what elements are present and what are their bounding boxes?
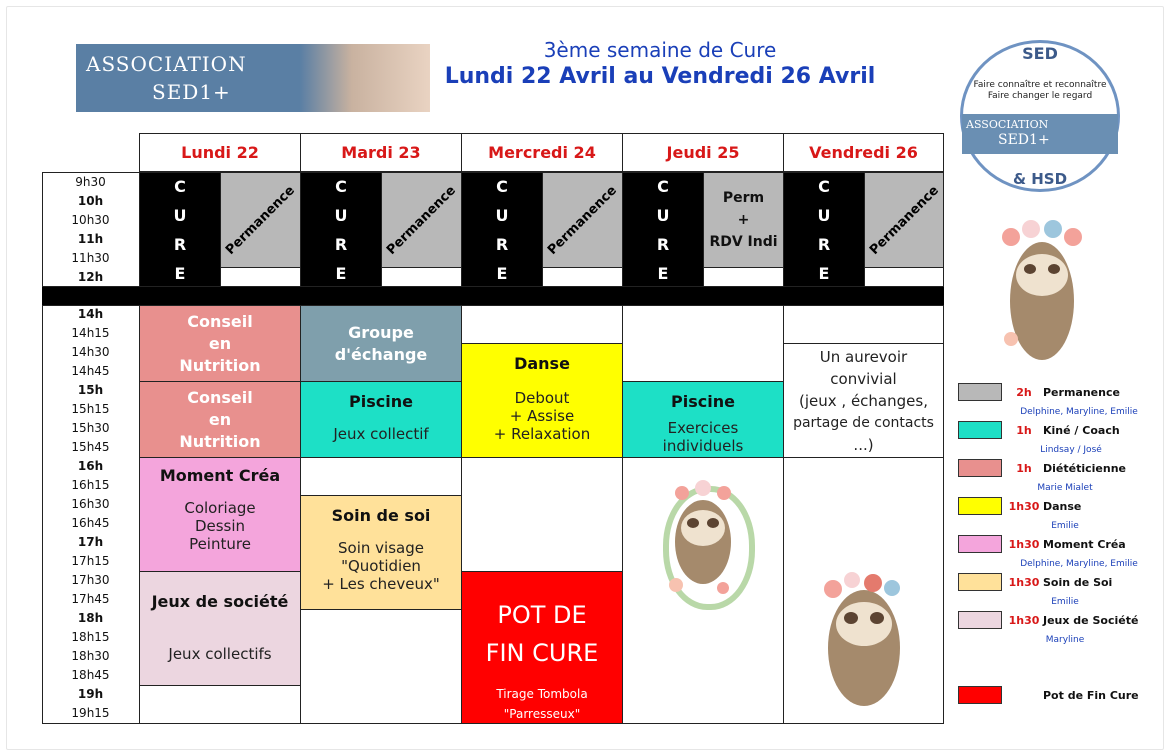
day-header-mercredi: Mercredi 24 (461, 133, 623, 172)
empty-cell (461, 457, 623, 572)
piscine-line: individuels (662, 437, 744, 455)
time-slot: 18h15 (71, 630, 110, 644)
legend-people: Delphine, Maryline, Emilie (1020, 407, 1138, 417)
legend-name: Soin de Soi (1043, 576, 1113, 589)
permanence-label: Permanence (545, 182, 620, 258)
legend-name: Moment Créa (1043, 538, 1126, 551)
jeux-societe-title: Jeux de société (151, 592, 289, 611)
cure-letter: U (656, 205, 670, 225)
perm-rdv-line: RDV Indi (709, 234, 778, 250)
time-slot: 15h45 (71, 440, 110, 454)
empty-cell (864, 267, 944, 287)
moment-crea-block (139, 457, 301, 572)
aurevoir-line: convivial (830, 369, 897, 388)
aurevoir-line: (jeux , échanges, (799, 391, 928, 410)
nutrition-line: en (208, 409, 232, 429)
time-slot: 15h (77, 383, 104, 397)
cure-letter: R (334, 234, 348, 254)
cure-letter: E (818, 263, 830, 283)
perm-rdv-jeudi (703, 172, 784, 268)
logo-tagline-1: Faire connaître et reconnaître (973, 80, 1107, 90)
empty-cell (300, 457, 462, 496)
cure-block-lundi (139, 172, 221, 287)
legend-swatch-permanence (958, 383, 1002, 401)
cure-letter: C (335, 176, 347, 196)
legend-hours: 1h (1016, 424, 1032, 437)
legend-name: Kiné / Coach (1043, 424, 1120, 437)
moment-crea-line: Peinture (189, 535, 251, 553)
time-slot: 10h30 (71, 213, 110, 227)
time-slot: 18h30 (71, 649, 110, 663)
nutrition-line: Nutrition (179, 431, 261, 451)
permanence-mardi (381, 172, 462, 268)
week-title: 3ème semaine de Cure (543, 38, 777, 62)
empty-cell (783, 305, 944, 344)
empty-cell (461, 305, 623, 344)
pot-fin-cure-line: FIN CURE (485, 639, 599, 667)
permanence-label: Permanence (384, 182, 459, 258)
moment-crea-line: Dessin (194, 517, 246, 535)
nutrition-line: Conseil (187, 387, 253, 407)
legend-swatch-kine (958, 421, 1002, 439)
danse-line: + Assise (509, 407, 575, 425)
time-slot: 9h30 (75, 175, 106, 189)
legend-people: Maryline (1045, 635, 1085, 645)
legend-name: Permanence (1043, 386, 1120, 399)
time-slot: 14h (77, 307, 104, 321)
logo-association-banner (962, 114, 1118, 154)
cure-letter: U (817, 205, 831, 225)
piscine-jeudi-block (622, 381, 784, 458)
time-slot: 17h30 (71, 573, 110, 587)
moment-crea-title: Moment Créa (159, 466, 281, 485)
legend-people: Marie Mialet (1037, 483, 1093, 493)
empty-cell (381, 267, 462, 287)
time-slot: 10h (77, 194, 104, 208)
time-slot: 19h15 (71, 706, 110, 720)
legend-people: Delphine, Maryline, Emilie (1020, 559, 1138, 569)
piscine-line: Exercices (667, 419, 739, 437)
nutrition-block-2 (139, 381, 301, 458)
time-slot: 14h30 (71, 345, 110, 359)
nutrition-line: Nutrition (179, 355, 261, 375)
danse-block (461, 343, 623, 458)
soin-de-soi-title: Soin de soi (331, 506, 431, 525)
empty-cell (622, 305, 784, 382)
pot-fin-cure-line: POT DE (497, 601, 587, 629)
time-slot: 15h15 (71, 402, 110, 416)
nutrition-line: en (208, 333, 232, 353)
cure-letter: E (174, 263, 186, 283)
time-slot: 18h (77, 611, 104, 625)
empty-cell (542, 267, 623, 287)
groupe-echange-block (300, 305, 462, 382)
permanence-vendredi (864, 172, 944, 268)
soin-de-soi-line: + Les cheveux" (322, 575, 440, 593)
legend-name: Danse (1043, 500, 1082, 513)
soin-de-soi-block (300, 495, 462, 610)
groupe-echange-line: Groupe (348, 322, 414, 342)
empty-cell (139, 685, 301, 724)
soin-de-soi-line: "Quotidien (341, 557, 421, 575)
moment-crea-line: Coloriage (184, 499, 256, 517)
piscine-title: Piscine (671, 392, 735, 411)
jeux-societe-block (139, 571, 301, 686)
legend-swatch-moment-crea (958, 535, 1002, 553)
aurevoir-line: Un aurevoir (819, 347, 908, 366)
time-slot: 14h45 (71, 364, 110, 378)
legend-hours: 1h30 (1008, 500, 1040, 513)
cure-letter: U (495, 205, 509, 225)
perm-rdv-line: + (737, 212, 750, 228)
cure-letter: C (818, 176, 830, 196)
legend-name: Pot de Fin Cure (1043, 689, 1139, 702)
legend-people: Emilie (1051, 597, 1079, 607)
legend-swatch-soin-de-soi (958, 573, 1002, 591)
cure-letter: R (495, 234, 509, 254)
legend-swatch-jeux-societe (958, 611, 1002, 629)
cure-letter: U (334, 205, 348, 225)
tombola-line: "Parresseux" (503, 707, 581, 721)
legend-hours: 1h30 (1008, 614, 1040, 627)
legend-name: Diététicienne (1043, 462, 1126, 475)
association-banner-line1: ASSOCIATION (86, 52, 247, 76)
time-slot: 14h15 (71, 326, 110, 340)
cure-letter: E (657, 263, 669, 283)
permanence-label: Permanence (866, 182, 942, 258)
day-header-jeudi: Jeudi 25 (622, 133, 784, 172)
jeux-societe-sub: Jeux collectifs (168, 645, 272, 663)
association-banner (76, 44, 430, 112)
time-slot: 19h (77, 687, 104, 701)
cure-letter: C (496, 176, 508, 196)
cure-letter: U (173, 205, 187, 225)
logo-sed-text: SED (1022, 44, 1058, 63)
permanence-lundi (220, 172, 301, 268)
time-slot: 18h45 (71, 668, 110, 682)
danse-line: Debout (514, 389, 570, 407)
hands-image (300, 44, 430, 112)
cure-letter: E (335, 263, 347, 283)
piscine-mardi-block (300, 381, 462, 458)
perm-rdv-line: Perm (722, 190, 765, 206)
date-range-title: Lundi 22 Avril au Vendredi 26 Avril (444, 64, 876, 89)
sloth-illustration-legend (996, 212, 1092, 362)
legend-hours: 1h30 (1008, 538, 1040, 551)
aurevoir-line: partage de contacts (793, 414, 934, 431)
time-slot: 17h15 (71, 554, 110, 568)
nutrition-line: Conseil (187, 311, 253, 331)
sloth-illustration-jeudi (655, 478, 751, 606)
aurevoir-block (783, 343, 944, 458)
legend-name: Jeux de Société (1043, 614, 1139, 627)
aurevoir-line: ...) (853, 435, 874, 454)
day-header-lundi: Lundi 22 (139, 133, 301, 172)
cure-letter: R (817, 234, 831, 254)
cure-block-mercredi (461, 172, 543, 287)
lunch-break-bar (42, 287, 944, 305)
permanence-mercredi (542, 172, 623, 268)
day-header-vendredi: Vendredi 26 (783, 133, 944, 172)
danse-title: Danse (514, 354, 570, 373)
time-slot: 16h15 (71, 478, 110, 492)
time-slot: 11h (77, 232, 104, 246)
legend-swatch-dieteticienne (958, 459, 1002, 477)
empty-cell (703, 267, 784, 287)
permanence-label: Permanence (223, 182, 298, 258)
groupe-echange-line: d'échange (334, 344, 428, 364)
legend-hours: 1h (1016, 462, 1032, 475)
legend-hours: 2h (1016, 386, 1032, 399)
empty-cell (220, 267, 301, 287)
time-slot: 11h30 (71, 251, 110, 265)
day-header-mardi: Mardi 23 (300, 133, 462, 172)
legend-swatch-pot-fin-cure (958, 686, 1002, 704)
time-slot: 16h (77, 459, 104, 473)
association-banner-line2: SED1+ (152, 80, 231, 104)
legend-people: Emilie (1051, 521, 1079, 531)
time-slot: 15h30 (71, 421, 110, 435)
piscine-title: Piscine (349, 392, 413, 411)
pot-fin-cure-block (461, 571, 623, 724)
time-slot: 16h45 (71, 516, 110, 530)
cure-letter: R (656, 234, 670, 254)
cure-letter: C (174, 176, 186, 196)
logo-tagline-2: Faire changer le regard (987, 91, 1093, 101)
cure-letter: C (657, 176, 669, 196)
legend-swatch-danse (958, 497, 1002, 515)
tombola-line: Tirage Tombola (496, 687, 588, 701)
cure-block-jeudi (622, 172, 704, 287)
legend-hours: 1h30 (1008, 576, 1040, 589)
logo-association-line2: SED1+ (998, 132, 1050, 148)
time-slot: 17h (77, 535, 104, 549)
time-slot: 17h45 (71, 592, 110, 606)
logo-hsd-text: & HSD (1012, 170, 1068, 188)
danse-line: + Relaxation (493, 425, 591, 443)
nutrition-block-1 (139, 305, 301, 382)
empty-cell (300, 609, 462, 724)
time-slot: 12h (77, 270, 104, 284)
cure-block-vendredi (783, 172, 865, 287)
legend-people: Lindsay / José (1040, 445, 1102, 455)
cure-block-mardi (300, 172, 382, 287)
logo-association-line1: ASSOCIATION (966, 118, 1049, 131)
cure-letter: E (496, 263, 508, 283)
piscine-sub: Jeux collectif (333, 425, 429, 443)
sloth-illustration-vendredi (818, 568, 910, 710)
soin-de-soi-line: Soin visage (338, 539, 424, 557)
time-slot: 16h30 (71, 497, 110, 511)
cure-letter: R (173, 234, 187, 254)
